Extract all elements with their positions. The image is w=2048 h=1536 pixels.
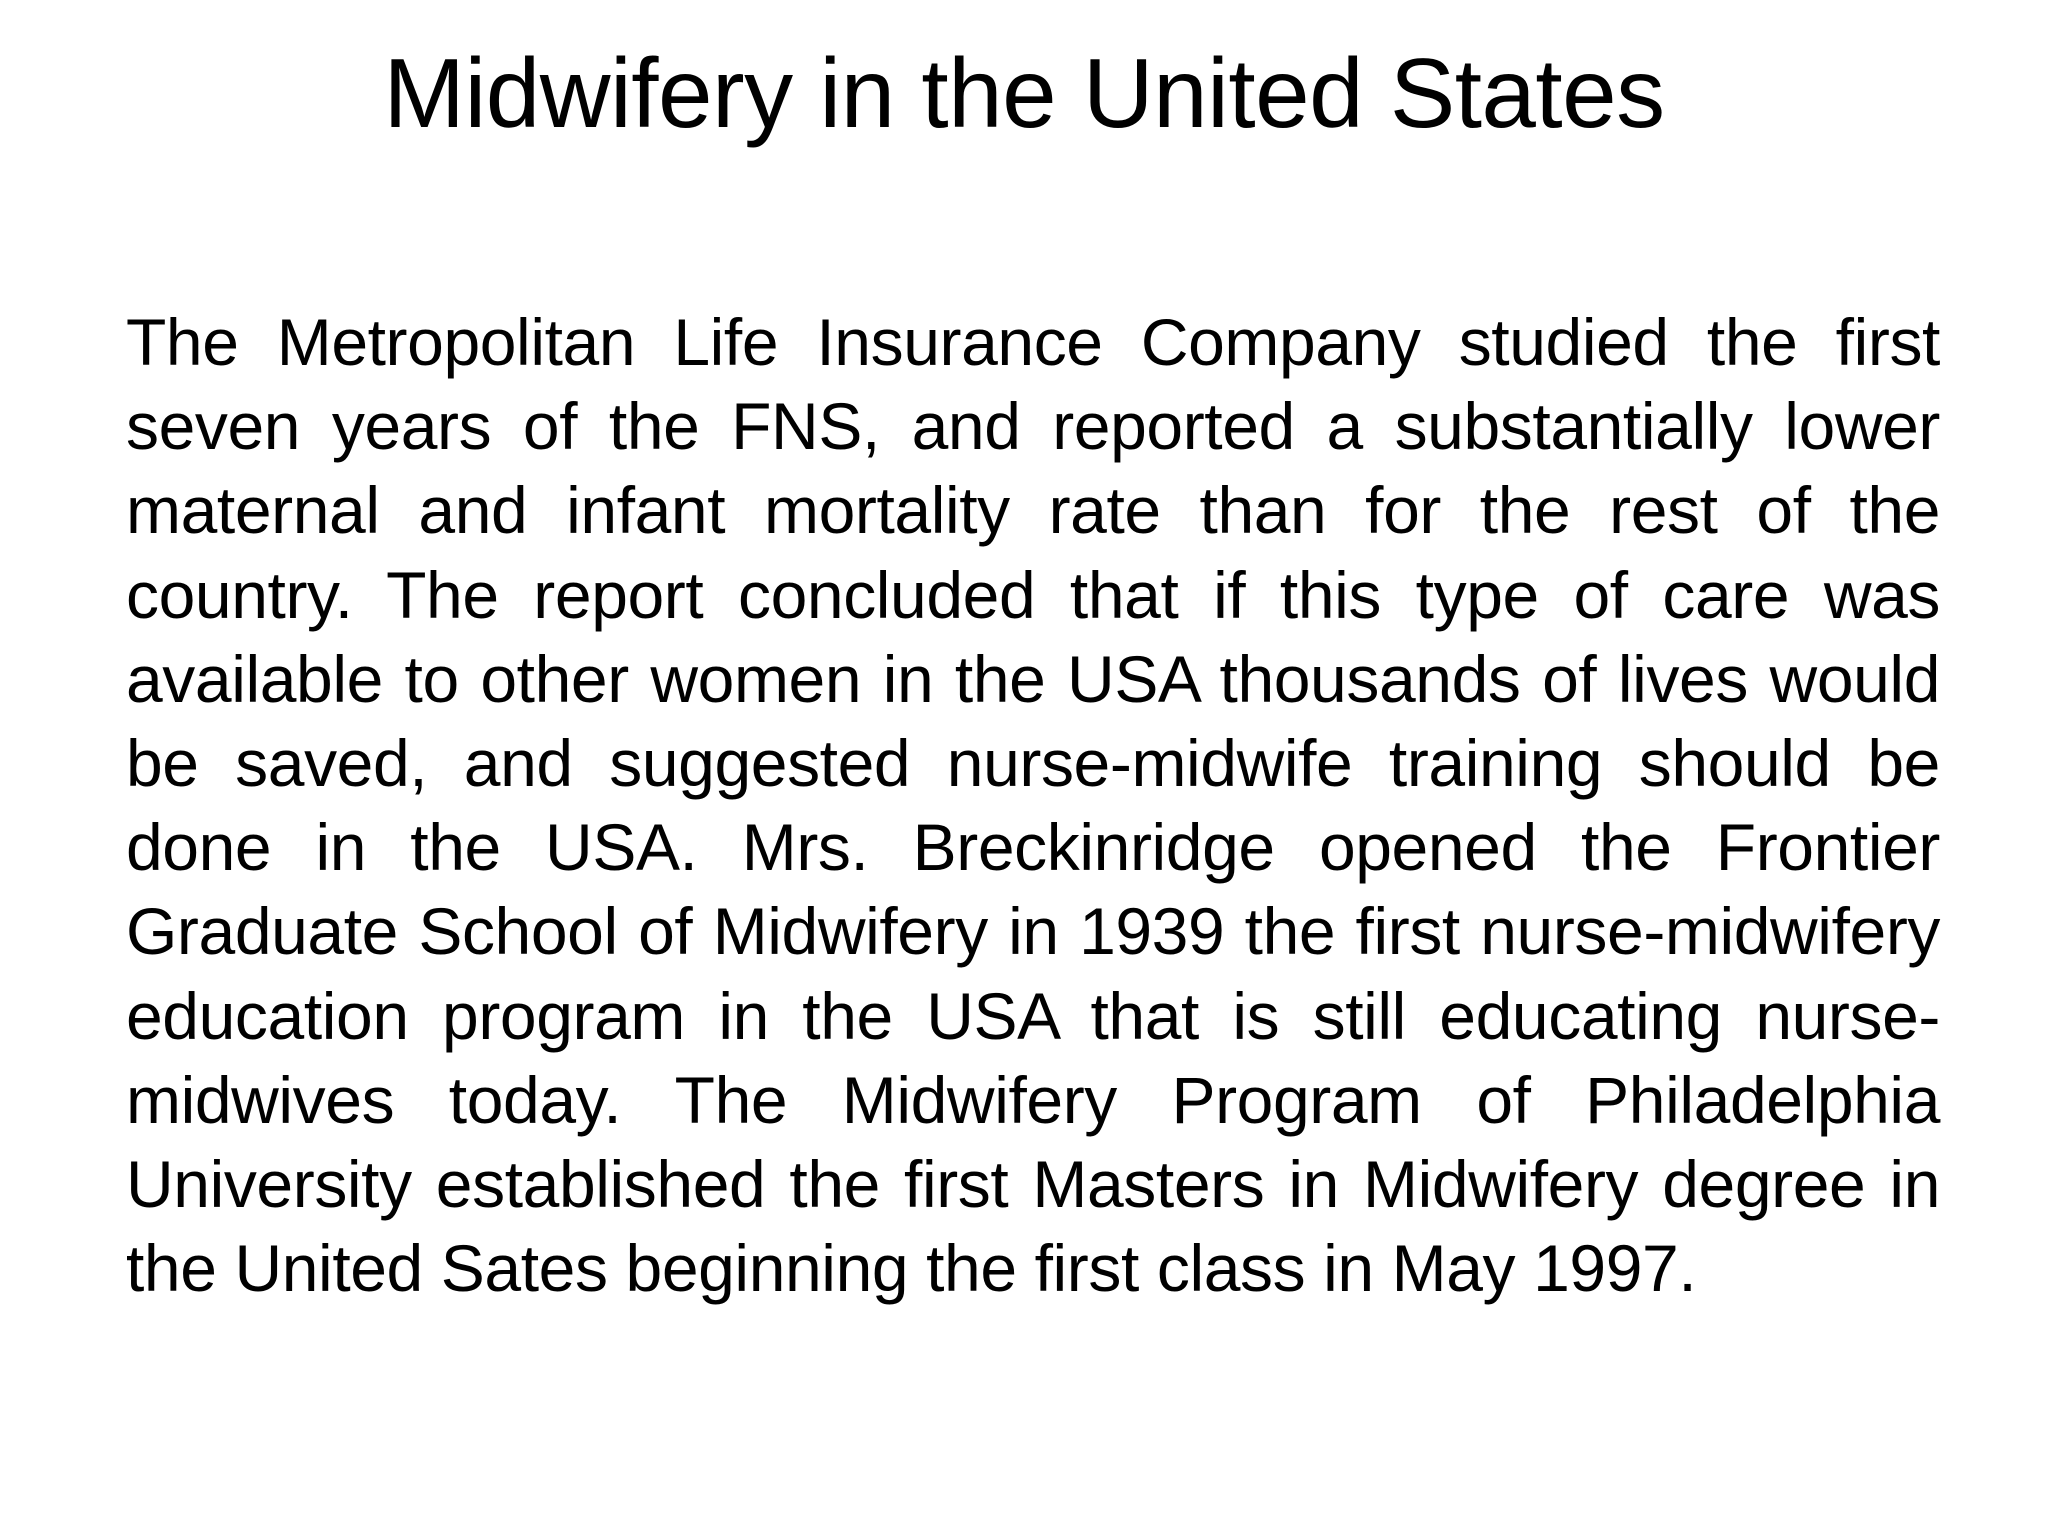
- slide-title: Midwifery in the United States: [383, 38, 1665, 148]
- slide-body-text: The Metropolitan Life Insurance Company studied the first seven years of the FNS, and reported a substantially lower maternal and infant mortality rate than for the rest of the country. The report concluded that if this type of care was available to other women in the USA thousands of lives would be saved, and suggested nurse-midwife training should be done in the USA. Mrs. Breckinridge opened the Frontier Graduate School of Midwifery in 1939 the first nurse-midwifery education program in the USA that is still educating nurse-midwives today. The Midwifery Program of Philadelphia University established the first Masters in Midwifery degree in the United Sates beginning the first class in May 1997.: [126, 305, 1940, 1306]
